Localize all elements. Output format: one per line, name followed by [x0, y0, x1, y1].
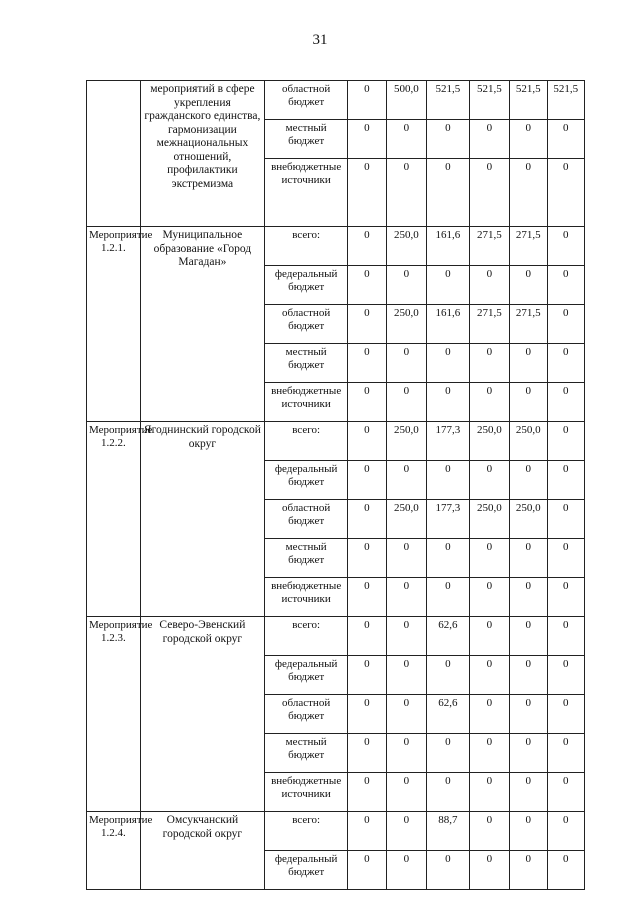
value-cell: 62,6 — [427, 695, 470, 734]
value-cell: 0 — [510, 734, 547, 773]
funding-source-cell: местный бюджет — [265, 344, 348, 383]
value-cell: 271,5 — [469, 227, 509, 266]
value-cell: 0 — [510, 266, 547, 305]
value-cell: 62,6 — [427, 617, 470, 656]
value-cell: 0 — [547, 695, 585, 734]
value-cell: 0 — [469, 617, 509, 656]
value-cell: 0 — [469, 656, 509, 695]
value-cell: 177,3 — [427, 422, 470, 461]
value-cell: 250,0 — [469, 422, 509, 461]
value-cell: 0 — [547, 851, 585, 890]
value-cell: 0 — [469, 734, 509, 773]
funding-source-cell: внебюджетные источники — [265, 159, 348, 227]
value-cell: 271,5 — [469, 305, 509, 344]
value-cell: 0 — [348, 851, 386, 890]
funding-source-cell: федеральный бюджет — [265, 851, 348, 890]
value-cell: 0 — [427, 344, 470, 383]
value-cell: 0 — [386, 578, 426, 617]
budget-table — [86, 80, 585, 890]
measure-number-cell: Мероприятие 1.2.1. — [87, 227, 141, 422]
measure-number-cell: Мероприятие 1.2.2. — [87, 422, 141, 617]
measure-name-cell: Северо-Эвенский городской округ — [140, 617, 265, 812]
funding-source-cell: внебюджетные источники — [265, 773, 348, 812]
value-cell: 0 — [348, 383, 386, 422]
value-cell: 0 — [386, 617, 426, 656]
value-cell: 521,5 — [547, 81, 585, 120]
value-cell: 0 — [348, 500, 386, 539]
value-cell: 0 — [547, 578, 585, 617]
value-cell: 0 — [427, 734, 470, 773]
measure-name-cell: Ягоднинский городской округ — [140, 422, 265, 617]
value-cell: 0 — [348, 120, 386, 159]
funding-source-cell: внебюджетные источники — [265, 578, 348, 617]
value-cell: 0 — [547, 539, 585, 578]
funding-source-cell: внебюджетные источники — [265, 383, 348, 422]
funding-source-cell: всего: — [265, 227, 348, 266]
measure-number-cell: Мероприятие 1.2.4. — [87, 812, 141, 890]
value-cell: 0 — [427, 656, 470, 695]
value-cell: 0 — [547, 120, 585, 159]
value-cell: 0 — [348, 227, 386, 266]
funding-source-cell: местный бюджет — [265, 539, 348, 578]
value-cell: 0 — [348, 461, 386, 500]
value-cell: 0 — [547, 422, 585, 461]
value-cell: 0 — [469, 812, 509, 851]
value-cell: 521,5 — [427, 81, 470, 120]
value-cell: 0 — [547, 461, 585, 500]
funding-source-cell: всего: — [265, 812, 348, 851]
value-cell: 0 — [469, 266, 509, 305]
value-cell: 0 — [510, 344, 547, 383]
value-cell: 0 — [547, 383, 585, 422]
value-cell: 0 — [427, 383, 470, 422]
value-cell: 0 — [510, 812, 547, 851]
measure-number-cell: Мероприятие 1.2.3. — [87, 617, 141, 812]
value-cell: 0 — [469, 383, 509, 422]
table-row — [87, 617, 585, 656]
value-cell: 0 — [547, 227, 585, 266]
value-cell: 250,0 — [386, 305, 426, 344]
value-cell: 0 — [469, 461, 509, 500]
funding-source-cell: всего: — [265, 617, 348, 656]
value-cell: 0 — [547, 773, 585, 812]
value-cell: 500,0 — [386, 81, 426, 120]
value-cell: 0 — [386, 461, 426, 500]
value-cell: 0 — [510, 539, 547, 578]
value-cell: 0 — [547, 305, 585, 344]
value-cell: 0 — [547, 266, 585, 305]
value-cell: 0 — [510, 461, 547, 500]
value-cell: 0 — [547, 812, 585, 851]
value-cell: 0 — [469, 578, 509, 617]
value-cell: 250,0 — [510, 500, 547, 539]
value-cell: 0 — [469, 344, 509, 383]
value-cell: 0 — [348, 305, 386, 344]
value-cell: 161,6 — [427, 305, 470, 344]
measure-name-cell: Омсукчанский городской округ — [140, 812, 265, 890]
value-cell: 0 — [547, 656, 585, 695]
value-cell: 0 — [386, 383, 426, 422]
funding-source-cell: федеральный бюджет — [265, 656, 348, 695]
value-cell: 0 — [386, 159, 426, 227]
measure-name-cell: Муниципальное образование «Город Магадан» — [140, 227, 265, 422]
value-cell: 271,5 — [510, 305, 547, 344]
value-cell: 0 — [386, 734, 426, 773]
value-cell: 0 — [427, 461, 470, 500]
value-cell: 0 — [386, 695, 426, 734]
value-cell: 0 — [348, 344, 386, 383]
value-cell: 0 — [547, 734, 585, 773]
value-cell: 0 — [427, 266, 470, 305]
value-cell: 0 — [348, 539, 386, 578]
value-cell: 0 — [386, 812, 426, 851]
table-row — [87, 227, 585, 266]
value-cell: 0 — [547, 617, 585, 656]
value-cell: 0 — [510, 578, 547, 617]
value-cell: 0 — [427, 539, 470, 578]
value-cell: 0 — [427, 578, 470, 617]
value-cell: 0 — [427, 120, 470, 159]
value-cell: 0 — [348, 812, 386, 851]
value-cell: 0 — [469, 159, 509, 227]
funding-source-cell: местный бюджет — [265, 734, 348, 773]
value-cell: 0 — [348, 578, 386, 617]
value-cell: 0 — [510, 851, 547, 890]
value-cell: 271,5 — [510, 227, 547, 266]
value-cell: 0 — [386, 656, 426, 695]
value-cell: 0 — [348, 266, 386, 305]
value-cell: 0 — [510, 383, 547, 422]
value-cell: 0 — [469, 851, 509, 890]
value-cell: 177,3 — [427, 500, 470, 539]
funding-source-cell: всего: — [265, 422, 348, 461]
value-cell: 0 — [469, 773, 509, 812]
value-cell: 88,7 — [427, 812, 470, 851]
measure-name-cell: мероприятий в сфере укрепления гражданского единства, гармонизации межнациональных отношений, профилактики экстремизма — [140, 81, 265, 227]
value-cell: 0 — [547, 159, 585, 227]
value-cell: 0 — [386, 851, 426, 890]
value-cell: 161,6 — [427, 227, 470, 266]
funding-source-cell: федеральный бюджет — [265, 266, 348, 305]
value-cell: 521,5 — [510, 81, 547, 120]
value-cell: 0 — [510, 695, 547, 734]
funding-source-cell: местный бюджет — [265, 120, 348, 159]
funding-source-cell: областной бюджет — [265, 81, 348, 120]
value-cell: 0 — [510, 159, 547, 227]
value-cell: 0 — [348, 81, 386, 120]
value-cell: 0 — [386, 773, 426, 812]
value-cell: 0 — [386, 266, 426, 305]
value-cell: 0 — [348, 734, 386, 773]
value-cell: 0 — [386, 120, 426, 159]
page-number: 31 — [312, 32, 328, 48]
value-cell: 250,0 — [469, 500, 509, 539]
value-cell: 0 — [348, 656, 386, 695]
value-cell: 0 — [348, 159, 386, 227]
value-cell: 0 — [510, 120, 547, 159]
value-cell: 0 — [510, 656, 547, 695]
value-cell: 0 — [386, 539, 426, 578]
value-cell: 250,0 — [386, 500, 426, 539]
value-cell: 0 — [469, 120, 509, 159]
value-cell: 0 — [547, 500, 585, 539]
table-row — [87, 812, 585, 851]
value-cell: 0 — [469, 695, 509, 734]
value-cell: 250,0 — [386, 422, 426, 461]
value-cell: 0 — [348, 773, 386, 812]
value-cell: 250,0 — [510, 422, 547, 461]
value-cell: 0 — [427, 851, 470, 890]
measure-number-cell — [87, 81, 141, 227]
value-cell: 0 — [348, 695, 386, 734]
value-cell: 521,5 — [469, 81, 509, 120]
value-cell: 250,0 — [386, 227, 426, 266]
value-cell: 0 — [386, 344, 426, 383]
value-cell: 0 — [510, 773, 547, 812]
funding-source-cell: областной бюджет — [265, 305, 348, 344]
table-row — [87, 81, 585, 120]
funding-source-cell: федеральный бюджет — [265, 461, 348, 500]
value-cell: 0 — [427, 159, 470, 227]
value-cell: 0 — [510, 617, 547, 656]
funding-source-cell: областной бюджет — [265, 695, 348, 734]
value-cell: 0 — [547, 344, 585, 383]
value-cell: 0 — [348, 617, 386, 656]
value-cell: 0 — [348, 422, 386, 461]
table-row — [87, 422, 585, 461]
value-cell: 0 — [427, 773, 470, 812]
funding-source-cell: областной бюджет — [265, 500, 348, 539]
value-cell: 0 — [469, 539, 509, 578]
